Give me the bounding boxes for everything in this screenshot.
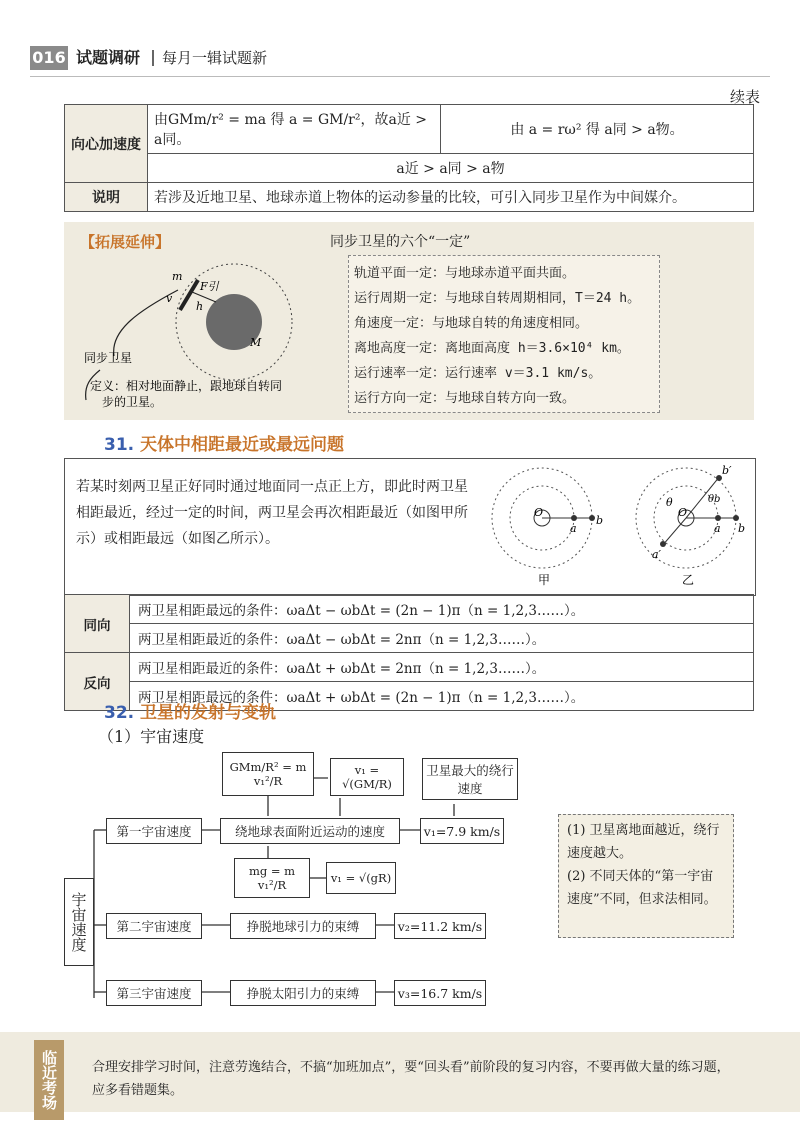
fact-item: 运行周期一定：与地球自转周期相同，T＝24 h。 [354,291,641,306]
fact-item: 离地高度一定：离地面高度 h＝3.6×10⁴ km。 [354,341,630,356]
fact-item: 运行速率一定：运行速率 v＝3.1 km/s。 [354,366,602,381]
fact-item: 角速度一定：与地球自转的角速度相同。 [354,316,589,331]
node-formula-top-result: v₁ = √(GM/R) [330,758,404,796]
label-a-yi: a [714,522,721,535]
header-category: 试题调研 [76,48,141,67]
note-item: (1) 卫星离地面越近，绕行速度越大。 [567,823,720,861]
fact-item: 运行方向一定：与地球自转方向一致。 [354,391,576,406]
label-theta: θ [666,496,673,509]
note-cell: 若涉及近地卫星、地球赤道上物体的运动参量的比较，可引入同步卫星作为中间媒介。 [148,183,754,212]
label-b-prime: b′ [722,464,732,477]
node-first-desc: 绕地球表面附近运动的速度 [220,818,400,844]
cosmic-speed-subheading: （1）宇宙速度 [98,727,205,746]
node-second-speed: 第二宇宙速度 [106,913,202,939]
section-32-number: 32. [104,703,135,723]
note-item: (2) 不同天体的“第一宇宙速度”不同，但求法相同。 [567,869,717,907]
condition-row: 两卫星相距最远的条件：ωaΔt − ωbΔt = (2n − 1)π（n = 1,2,3……）。 [130,595,754,624]
node-formula-bottom-result: v₁ = √(gR) [326,862,396,894]
definition-line-2: 步的卫星。 [102,395,163,409]
node-third-value: v₃=16.7 km/s [394,980,486,1006]
label-v: v [166,292,173,305]
node-max-speed: 卫星最大的绕行速度 [422,758,518,800]
header-rule [30,76,770,77]
section-31-number: 31. [104,435,135,455]
label-a: a [570,522,577,535]
acceleration-right-cell: 由 a = rω² 得 a同 > a物。 [441,105,754,154]
label-a-prime: a′ [652,548,662,561]
header-divider [152,50,154,66]
node-first-speed: 第一宇宙速度 [106,818,202,844]
geosync-diagram [70,250,340,420]
section-31-paragraph: 若某时刻两卫星正好同时通过地面同一点正上方，即此时两卫星相距最近，经过一定的时间，两卫星会再次相距最近（如图甲所示）或相距最远（如图乙所示）。 [76,479,468,547]
node-formula-top: GMm/R² = m v₁²/R [222,752,314,796]
node-third-speed: 第三宇宙速度 [106,980,202,1006]
condition-row: 两卫星相距最近的条件：ωaΔt − ωbΔt = 2nπ（n = 1,2,3……）。 [130,624,754,653]
section-32-heading: 卫星的发射与变轨 [140,703,277,723]
condition-row: 两卫星相距最远的条件：ωaΔt + ωbΔt = (2n − 1)π（n = 1,2,3……）。 [130,682,754,711]
page-number: 016 [30,46,68,70]
figure-yi [636,464,745,587]
label-M: M [250,336,262,349]
label-b-yi: b [738,522,746,535]
label-m: m [172,270,183,283]
extension-heading: 同步卫星的六个“一定” [330,234,471,250]
label-O: O [534,506,544,519]
orbit-figures [490,462,750,590]
node-first-value: v₁=7.9 km/s [420,818,504,844]
extension-title: 【拓展延伸】 [80,233,171,251]
node-cosmic-speed: 宇宙速度 [64,878,94,966]
continued-label: 续表 [729,88,760,106]
cosmic-speed-notes [558,814,734,938]
label-b: b [596,514,604,527]
section-31-heading: 天体中相距最近或最远问题 [140,435,345,455]
row-label-acceleration: 向心加速度 [65,105,148,183]
group-same-direction: 同向 [65,595,130,653]
figure-jia [492,468,603,587]
label-theta-b: θb [708,494,721,505]
acceleration-summary: a近 > a同 > a物 [148,154,754,183]
node-second-value: v₂=11.2 km/s [394,913,486,939]
section-32-title [104,698,276,723]
fact-item: 轨道平面一定：与地球赤道平面共面。 [354,266,576,281]
section-31-title [104,430,344,455]
figure-label-yi: 乙 [682,573,695,587]
footer-tab: 临近考场 [34,1040,64,1120]
condition-table [64,594,754,711]
node-formula-bottom: mg = m v₁²/R [234,858,310,898]
footer-text: 合理安排学习时间，注意劳逸结合，不搞“加班加点”，要“回头看”前阶段的复习内容，不要再做大量的练习题，应多看错题集。 [92,1060,730,1098]
acceleration-table [64,104,754,212]
node-third-desc: 挣脱太阳引力的束缚 [230,980,376,1006]
label-O-yi: O [678,506,688,519]
group-opposite-direction: 反向 [65,653,130,711]
satellite-label: 同步卫星 [84,351,133,365]
header-subtitle: 每月一辑试题新 [162,49,268,67]
node-second-desc: 挣脱地球引力的束缚 [230,913,376,939]
figure-label-jia: 甲 [538,573,551,587]
condition-row: 两卫星相距最近的条件：ωaΔt + ωbΔt = 2nπ（n = 1,2,3……）。 [130,653,754,682]
definition-line-1: 定义：相对地面静止，跟地球自转同 [90,379,283,393]
acceleration-left-cell: 由GMm/r² = ma 得 a = GM/r²，故a近 > a同。 [148,105,441,154]
label-h: h [196,300,204,313]
row-label-note: 说明 [65,183,148,212]
label-F: F引 [200,280,219,293]
